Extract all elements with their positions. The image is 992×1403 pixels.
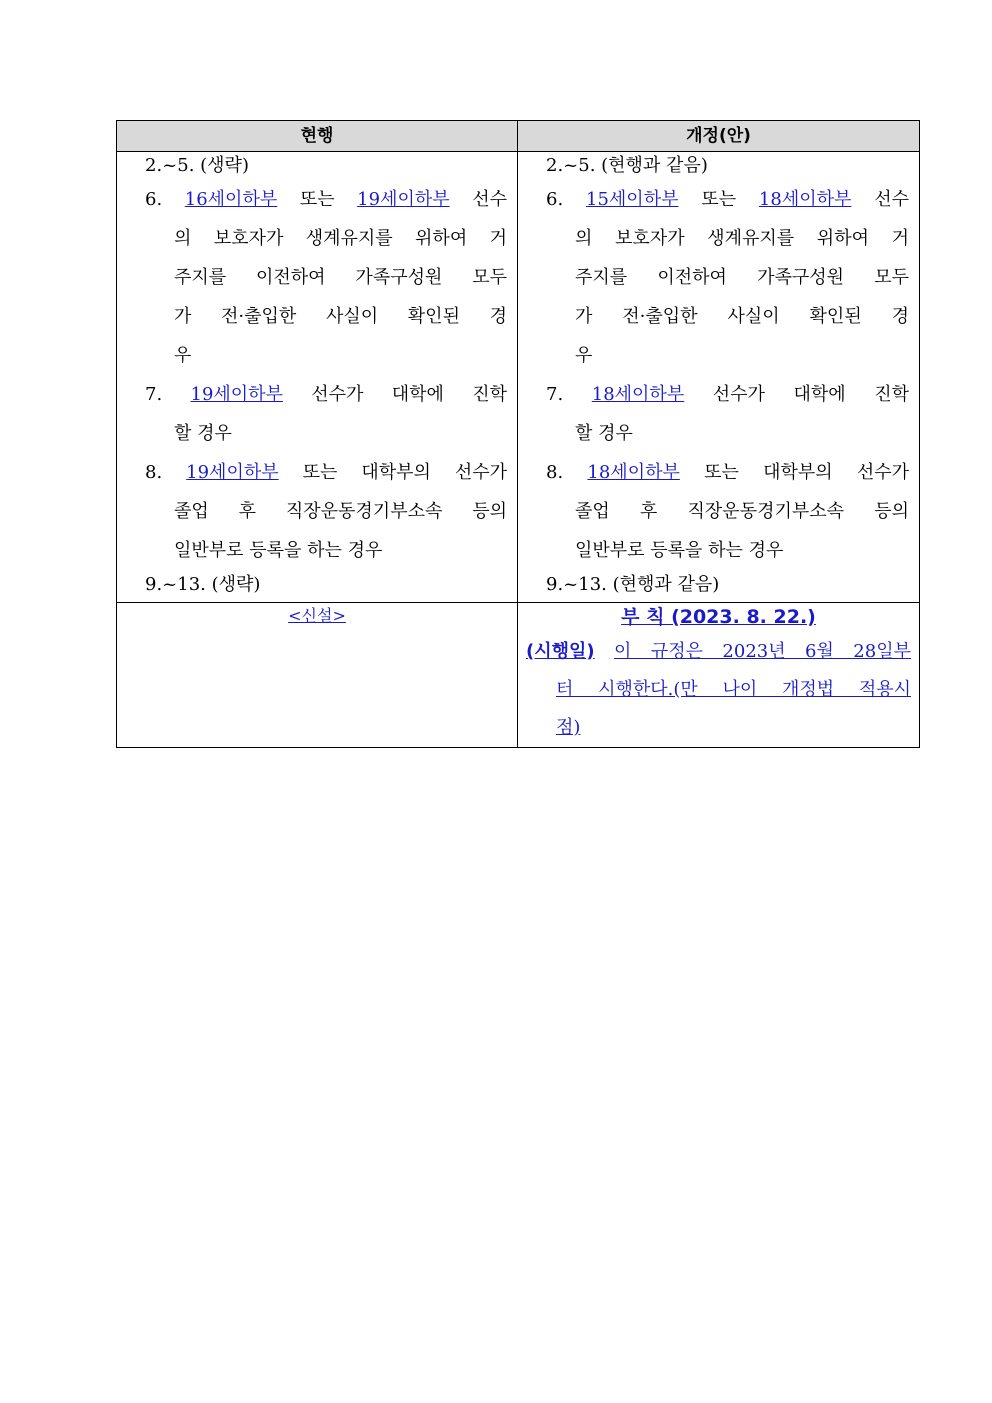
supplement-line3: 점) [556,717,581,738]
current-item6-line1: 6. 16세이하부 또는 19세이하부 선수 [145,189,507,210]
header-revised: 개정(안) [686,126,751,146]
supplement-revised-cell [518,603,919,747]
comparison-table [116,120,920,748]
supplement-current-cell [117,603,518,747]
revised-item8-line1: 8. 18세이하부 또는 대학부의 선수가 [546,462,909,483]
current-item6-line5: 우 [174,345,192,366]
revised-item8-term: 18세이하부 [587,462,680,483]
current-item-9-13: 9.~13. (생략) [145,574,261,595]
current-column [117,152,518,602]
supplement-title: 부 칙 (2023. 8. 22.) [621,606,816,628]
current-item6-line2: 의 보호자가 생계유지를 위하여 거 [174,228,507,249]
current-item7-line2: 할 경우 [174,423,232,444]
table-body-row [117,152,919,603]
revised-item7-line2: 할 경우 [575,423,633,444]
current-item7-term: 19세이하부 [190,384,283,405]
revised-item6-term-b: 18세이하부 [758,189,852,210]
current-item8-line2: 졸업 후 직장운동경기부소속 등의 [174,501,507,522]
revised-item6-line2: 의 보호자가 생계유지를 위하여 거 [575,228,909,249]
revised-item7-term: 18세이하부 [591,384,685,405]
revised-item6-line4: 가 전·출입한 사실이 확인된 경 [575,306,909,327]
current-item6-line4: 가 전·출입한 사실이 확인된 경 [174,306,507,327]
current-item8-term: 19세이하부 [186,462,279,483]
current-item-2-5: 2.~5. (생략) [145,155,249,176]
header-current: 현행 [117,121,518,151]
effective-date-label: (시행일) [526,641,595,662]
revised-item6-line3: 주지를 이전하여 가족구성원 모두 [575,267,909,288]
supplement-row [117,603,919,747]
current-item8-line3: 일반부로 등록을 하는 경우 [174,540,383,561]
revised-item-2-5: 2.~5. (현행과 같음) [546,155,708,176]
supplement-line2: 터 시행한다.(만 나이 개정법 적용시 [556,679,911,700]
current-item6-line3: 주지를 이전하여 가족구성원 모두 [174,267,507,288]
current-item6-term-b: 19세이하부 [357,189,450,210]
table-header-row [117,121,919,152]
revised-item8-line2: 졸업 후 직장운동경기부소속 등의 [575,501,909,522]
supplement-line1: (시행일) 이 규정은 2023년 6월 28일부 [526,641,911,662]
current-item6-term-a: 16세이하부 [184,189,278,210]
new-provision-note: <신설> [288,606,346,625]
revised-item6-line5: 우 [575,345,593,366]
revised-column [518,152,919,602]
revised-item8-line3: 일반부로 등록을 하는 경우 [575,540,784,561]
revised-item-9-13: 9.~13. (현행과 같음) [546,574,720,595]
revised-item7-line1: 7. 18세이하부 선수가 대학에 진학 [546,384,909,405]
revised-item6-term-a: 15세이하부 [586,189,679,210]
current-item7-line1: 7. 19세이하부 선수가 대학에 진학 [145,384,507,405]
current-item8-line1: 8. 19세이하부 또는 대학부의 선수가 [145,462,507,483]
revised-item6-line1: 6. 15세이하부 또는 18세이하부 선수 [546,189,909,210]
